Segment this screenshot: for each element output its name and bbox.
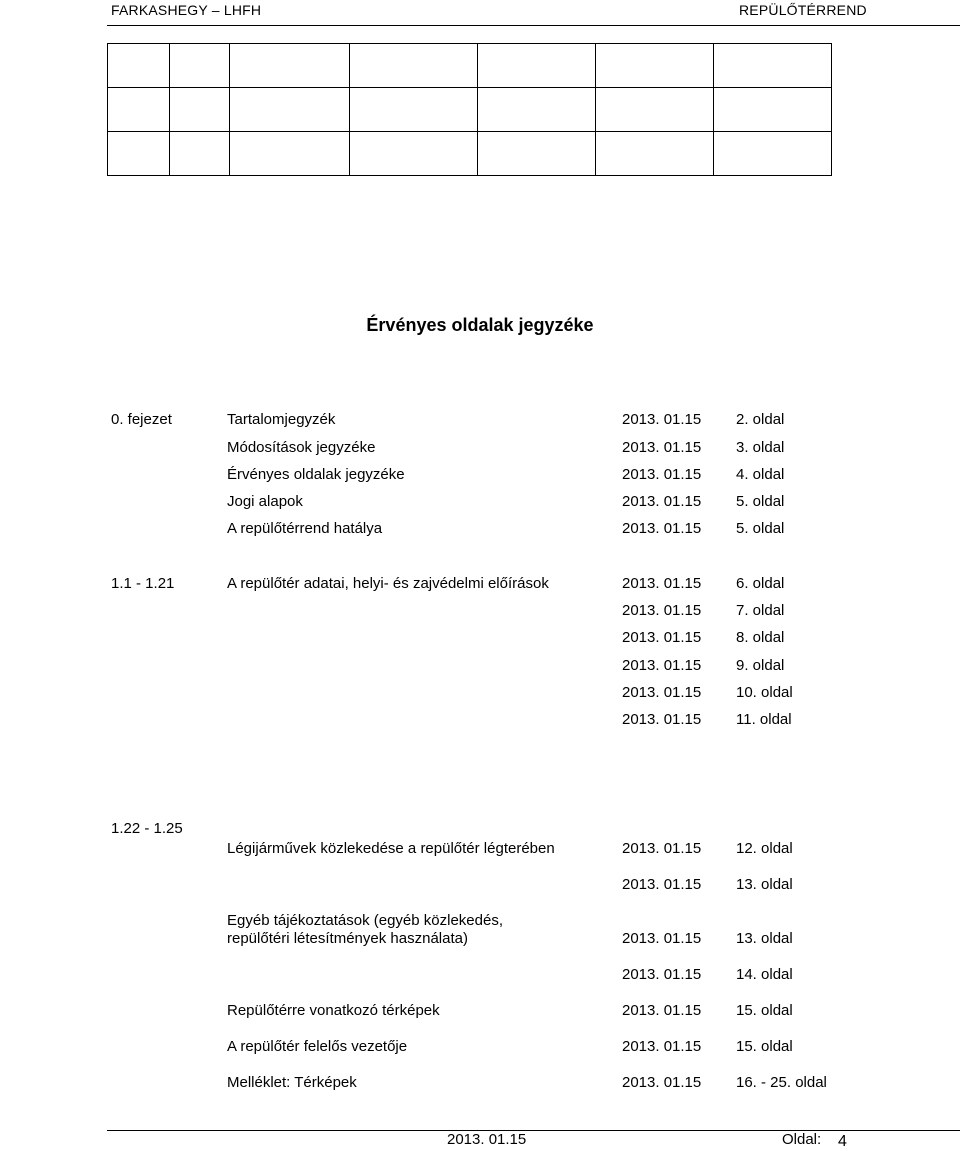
entry-name: A repülőtér adatai, helyi- és zajvédelmi előírások	[227, 575, 549, 592]
entry-date: 2013. 01.15	[622, 1074, 702, 1091]
entry-page: 10. oldal	[736, 684, 793, 701]
grid-cell	[108, 88, 170, 132]
footer-divider	[107, 1130, 960, 1131]
grid-cell	[478, 44, 596, 88]
entry-date: 2013. 01.15	[622, 966, 702, 983]
entry-name: Érvényes oldalak jegyzéke	[227, 466, 405, 483]
grid-cell	[230, 132, 350, 176]
grid-cell	[170, 132, 230, 176]
entry-date: 2013. 01.15	[622, 1002, 702, 1019]
entry-name: Repülőtérre vonatkozó térképek	[227, 1002, 440, 1019]
grid-cell	[596, 132, 714, 176]
grid-cell	[478, 132, 596, 176]
entry-page: 8. oldal	[736, 629, 785, 646]
revision-grid	[107, 43, 832, 176]
entry-name: A repülőtér felelős vezetője	[227, 1038, 408, 1055]
entry-date: 2013. 01.15	[622, 439, 702, 456]
entry-name: Légijárművek közlekedése a repülőtér légterében	[227, 840, 555, 857]
footer-date: 2013. 01.15	[447, 1131, 527, 1148]
grid-cell	[714, 44, 832, 88]
entry-name: Jogi alapok	[227, 493, 303, 510]
grid-cell	[350, 88, 478, 132]
entry-date: 2013. 01.15	[622, 575, 702, 592]
entry-page: 2. oldal	[736, 411, 785, 428]
page-header	[0, 0, 960, 28]
grid-cell	[350, 44, 478, 88]
footer-page-label: Oldal:	[782, 1131, 822, 1148]
header-right: REPÜLŐTÉRREND	[739, 2, 867, 18]
entry-date: 2013. 01.15	[622, 629, 702, 646]
entry-name: A repülőtérrend hatálya	[227, 520, 383, 537]
entry-date: 2013. 01.15	[622, 684, 702, 701]
entry-page: 14. oldal	[736, 966, 793, 983]
entry-date: 2013. 01.15	[622, 411, 702, 428]
entry-date: 2013. 01.15	[622, 876, 702, 893]
entry-name-line2: repülőtéri létesítmények használata)	[227, 930, 468, 947]
entry-page: 3. oldal	[736, 439, 785, 456]
grid-cell	[170, 44, 230, 88]
entry-page: 9. oldal	[736, 657, 785, 674]
entry-page: 5. oldal	[736, 493, 785, 510]
grid-cell	[714, 132, 832, 176]
grid-cell	[714, 88, 832, 132]
grid-cell	[596, 88, 714, 132]
entry-page: 16. - 25. oldal	[736, 1074, 827, 1091]
entry-page: 11. oldal	[736, 711, 792, 728]
entry-page: 12. oldal	[736, 840, 793, 857]
page-title: Érvényes oldalak jegyzéke	[366, 315, 594, 335]
entry-page: 13. oldal	[736, 930, 793, 947]
grid-row	[108, 44, 832, 88]
entry-page: 15. oldal	[736, 1002, 793, 1019]
grid-cell	[108, 44, 170, 88]
grid-cell	[596, 44, 714, 88]
entry-date: 2013. 01.15	[622, 657, 702, 674]
grid-row	[108, 132, 832, 176]
grid-cell	[230, 44, 350, 88]
entry-date: 2013. 01.15	[622, 602, 702, 619]
entry-name: Tartalomjegyzék	[227, 411, 336, 428]
entry-page: 15. oldal	[736, 1038, 793, 1055]
section-label: 1.1 - 1.21	[111, 575, 175, 592]
entry-date: 2013. 01.15	[622, 466, 702, 483]
grid-cell	[108, 132, 170, 176]
grid-cell	[350, 132, 478, 176]
entry-page: 7. oldal	[736, 602, 785, 619]
grid-cell	[230, 88, 350, 132]
entry-date: 2013. 01.15	[622, 840, 702, 857]
footer-page-number: 4	[838, 1133, 847, 1150]
entry-date: 2013. 01.15	[622, 493, 702, 510]
section-label: 0. fejezet	[111, 411, 172, 428]
entry-page: 5. oldal	[736, 520, 785, 537]
grid-row	[108, 88, 832, 132]
entry-date: 2013. 01.15	[622, 930, 702, 947]
entry-date: 2013. 01.15	[622, 1038, 702, 1055]
entry-name: Módosítások jegyzéke	[227, 439, 376, 456]
entry-date: 2013. 01.15	[622, 711, 702, 728]
entry-page: 4. oldal	[736, 466, 785, 483]
section-label: 1.22 - 1.25	[111, 820, 183, 837]
grid-cell	[170, 88, 230, 132]
entry-page: 6. oldal	[736, 575, 785, 592]
entry-name: Melléklet: Térképek	[227, 1074, 357, 1091]
header-left: FARKASHEGY – LHFH	[111, 2, 262, 18]
header-divider	[107, 25, 960, 26]
grid-cell	[478, 88, 596, 132]
entry-name-line1: Egyéb tájékoztatások (egyéb közlekedés,	[227, 912, 503, 929]
entry-date: 2013. 01.15	[622, 520, 702, 537]
entry-page: 13. oldal	[736, 876, 793, 893]
